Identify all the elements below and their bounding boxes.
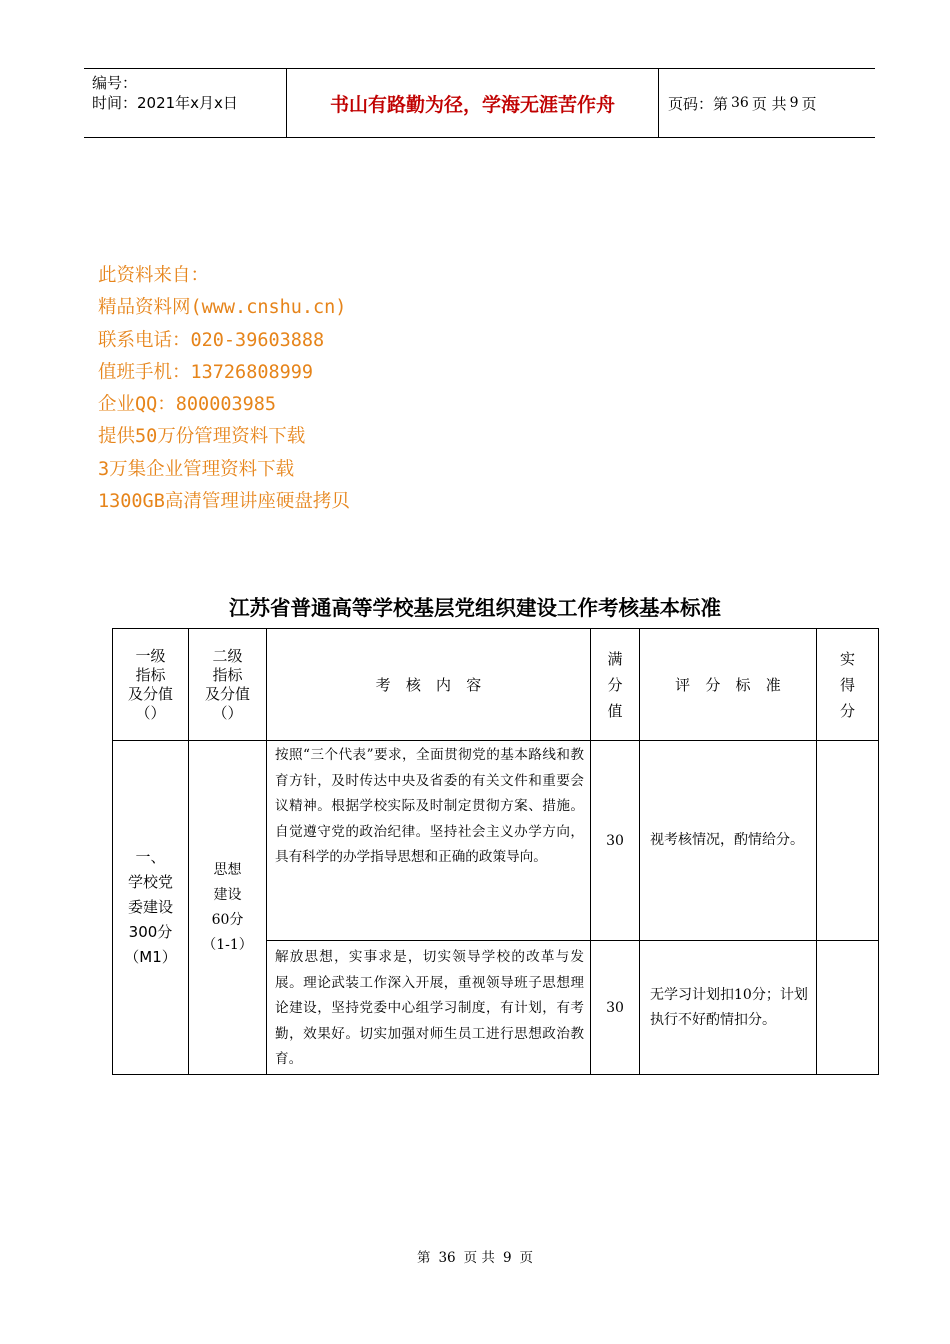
header-divider: [658, 69, 659, 137]
header-actual-score: [817, 629, 879, 741]
source-line: 1300GB高清管理讲座硬盘拷贝: [98, 491, 350, 513]
page-prefix: 页码：第: [668, 94, 729, 113]
table-row: [113, 741, 879, 941]
header-full-score-line: 分: [607, 675, 623, 694]
header-actual-line: 实: [839, 649, 855, 668]
header-actual-line: 得: [839, 675, 855, 694]
actual-score-cell: [817, 741, 879, 941]
page-header: [84, 68, 875, 138]
level2-line: （1-1）: [202, 936, 253, 953]
header-criteria: 评 分 标 准: [640, 629, 817, 741]
level1-line: （M1）: [124, 948, 177, 966]
footer-total: 9: [502, 1250, 512, 1266]
header-level1: [113, 629, 189, 741]
source-line: 联系电话：020-39603888: [98, 329, 325, 351]
source-line: 提供50万份管理资料下载: [98, 426, 306, 448]
header-level1-line: 指标: [135, 665, 166, 684]
score-cell: 30: [591, 741, 640, 941]
actual-score-cell: [817, 941, 879, 1075]
header-content: 考 核 内 容: [267, 629, 591, 741]
level2-line: 思想: [213, 861, 242, 878]
time-label: 时间：2021年x月x日: [92, 94, 238, 112]
footer-suffix: 页: [519, 1250, 534, 1266]
page-suffix: 页: [801, 94, 817, 113]
header-full-score: [591, 629, 640, 741]
level1-line: 300分: [128, 923, 173, 941]
page-middle: 页 共: [751, 94, 787, 113]
content-cell: 解放思想，实事求是，切实领导学校的改革与发展。理论武装工作深入开展，重视领导班子思想理论建设，坚持党委中心组学习制度，有计划，有考勤，效果好。切实加强对师生员工进行思想政治教育。: [267, 941, 591, 1075]
table-header-row: [113, 629, 879, 741]
level1-line: 一、: [135, 848, 166, 866]
level1-line: 委建设: [127, 898, 173, 916]
header-full-score-line: 满: [607, 649, 623, 668]
header-page-number: [668, 69, 817, 137]
header-level2: [189, 629, 267, 741]
level2-indicator: [189, 741, 267, 1075]
footer-current: 36: [438, 1250, 456, 1266]
header-actual-line: 分: [839, 701, 855, 720]
header-level1-line: 及分值: [127, 684, 173, 703]
footer-prefix: 第: [416, 1250, 431, 1266]
document-title: 江苏省普通高等学校基层党组织建设工作考核基本标准: [229, 596, 721, 620]
criteria-cell: 无学习计划扣10分；计划执行不好酌情扣分。: [640, 941, 817, 1075]
page-current: 36: [731, 95, 749, 111]
header-motto: 书山有路勤为径，学海无涯苦作舟: [329, 93, 615, 116]
page-footer: [0, 1246, 950, 1266]
source-line: 3万集企业管理资料下载: [98, 458, 295, 480]
header-level2-line: （）: [212, 703, 243, 722]
footer-middle: 页 共: [463, 1250, 495, 1266]
source-info: [98, 260, 350, 518]
source-line: 精品资料网(www.cnshu.cn): [98, 297, 347, 319]
content-cell: 按照“三个代表”要求，全面贯彻党的基本路线和教育方针，及时传达中央及省委的有关文件和重要会议精神。根据学校实际及时制定贯彻方案、措施。自觉遵守党的政治纪律。坚持社会主义办学方向，具有科学的办学指导思想和正确的政策导向。: [267, 741, 591, 941]
level1-line: 学校党: [127, 873, 173, 891]
header-level2-line: 及分值: [204, 684, 250, 703]
score-cell: 30: [591, 941, 640, 1075]
header-level2-line: 指标: [212, 665, 243, 684]
criteria-cell: 视考核情况，酌情给分。: [640, 741, 817, 941]
header-level1-line: 一级: [135, 646, 166, 665]
doc-number-label: 编号：: [92, 74, 138, 92]
assessment-table: [112, 628, 879, 1075]
level1-indicator: [113, 741, 189, 1075]
source-line: 值班手机：13726808999: [98, 361, 314, 383]
level2-line: 建设: [213, 886, 242, 903]
page-total: 9: [789, 95, 799, 111]
level2-line: 60分: [211, 911, 244, 928]
source-line: 此资料来自：: [98, 265, 210, 286]
source-line: 企业QQ：800003985: [98, 394, 277, 416]
header-full-score-line: 值: [607, 701, 623, 720]
header-meta: [92, 73, 288, 113]
header-level1-line: （）: [135, 703, 166, 722]
header-level2-line: 二级: [212, 646, 243, 665]
